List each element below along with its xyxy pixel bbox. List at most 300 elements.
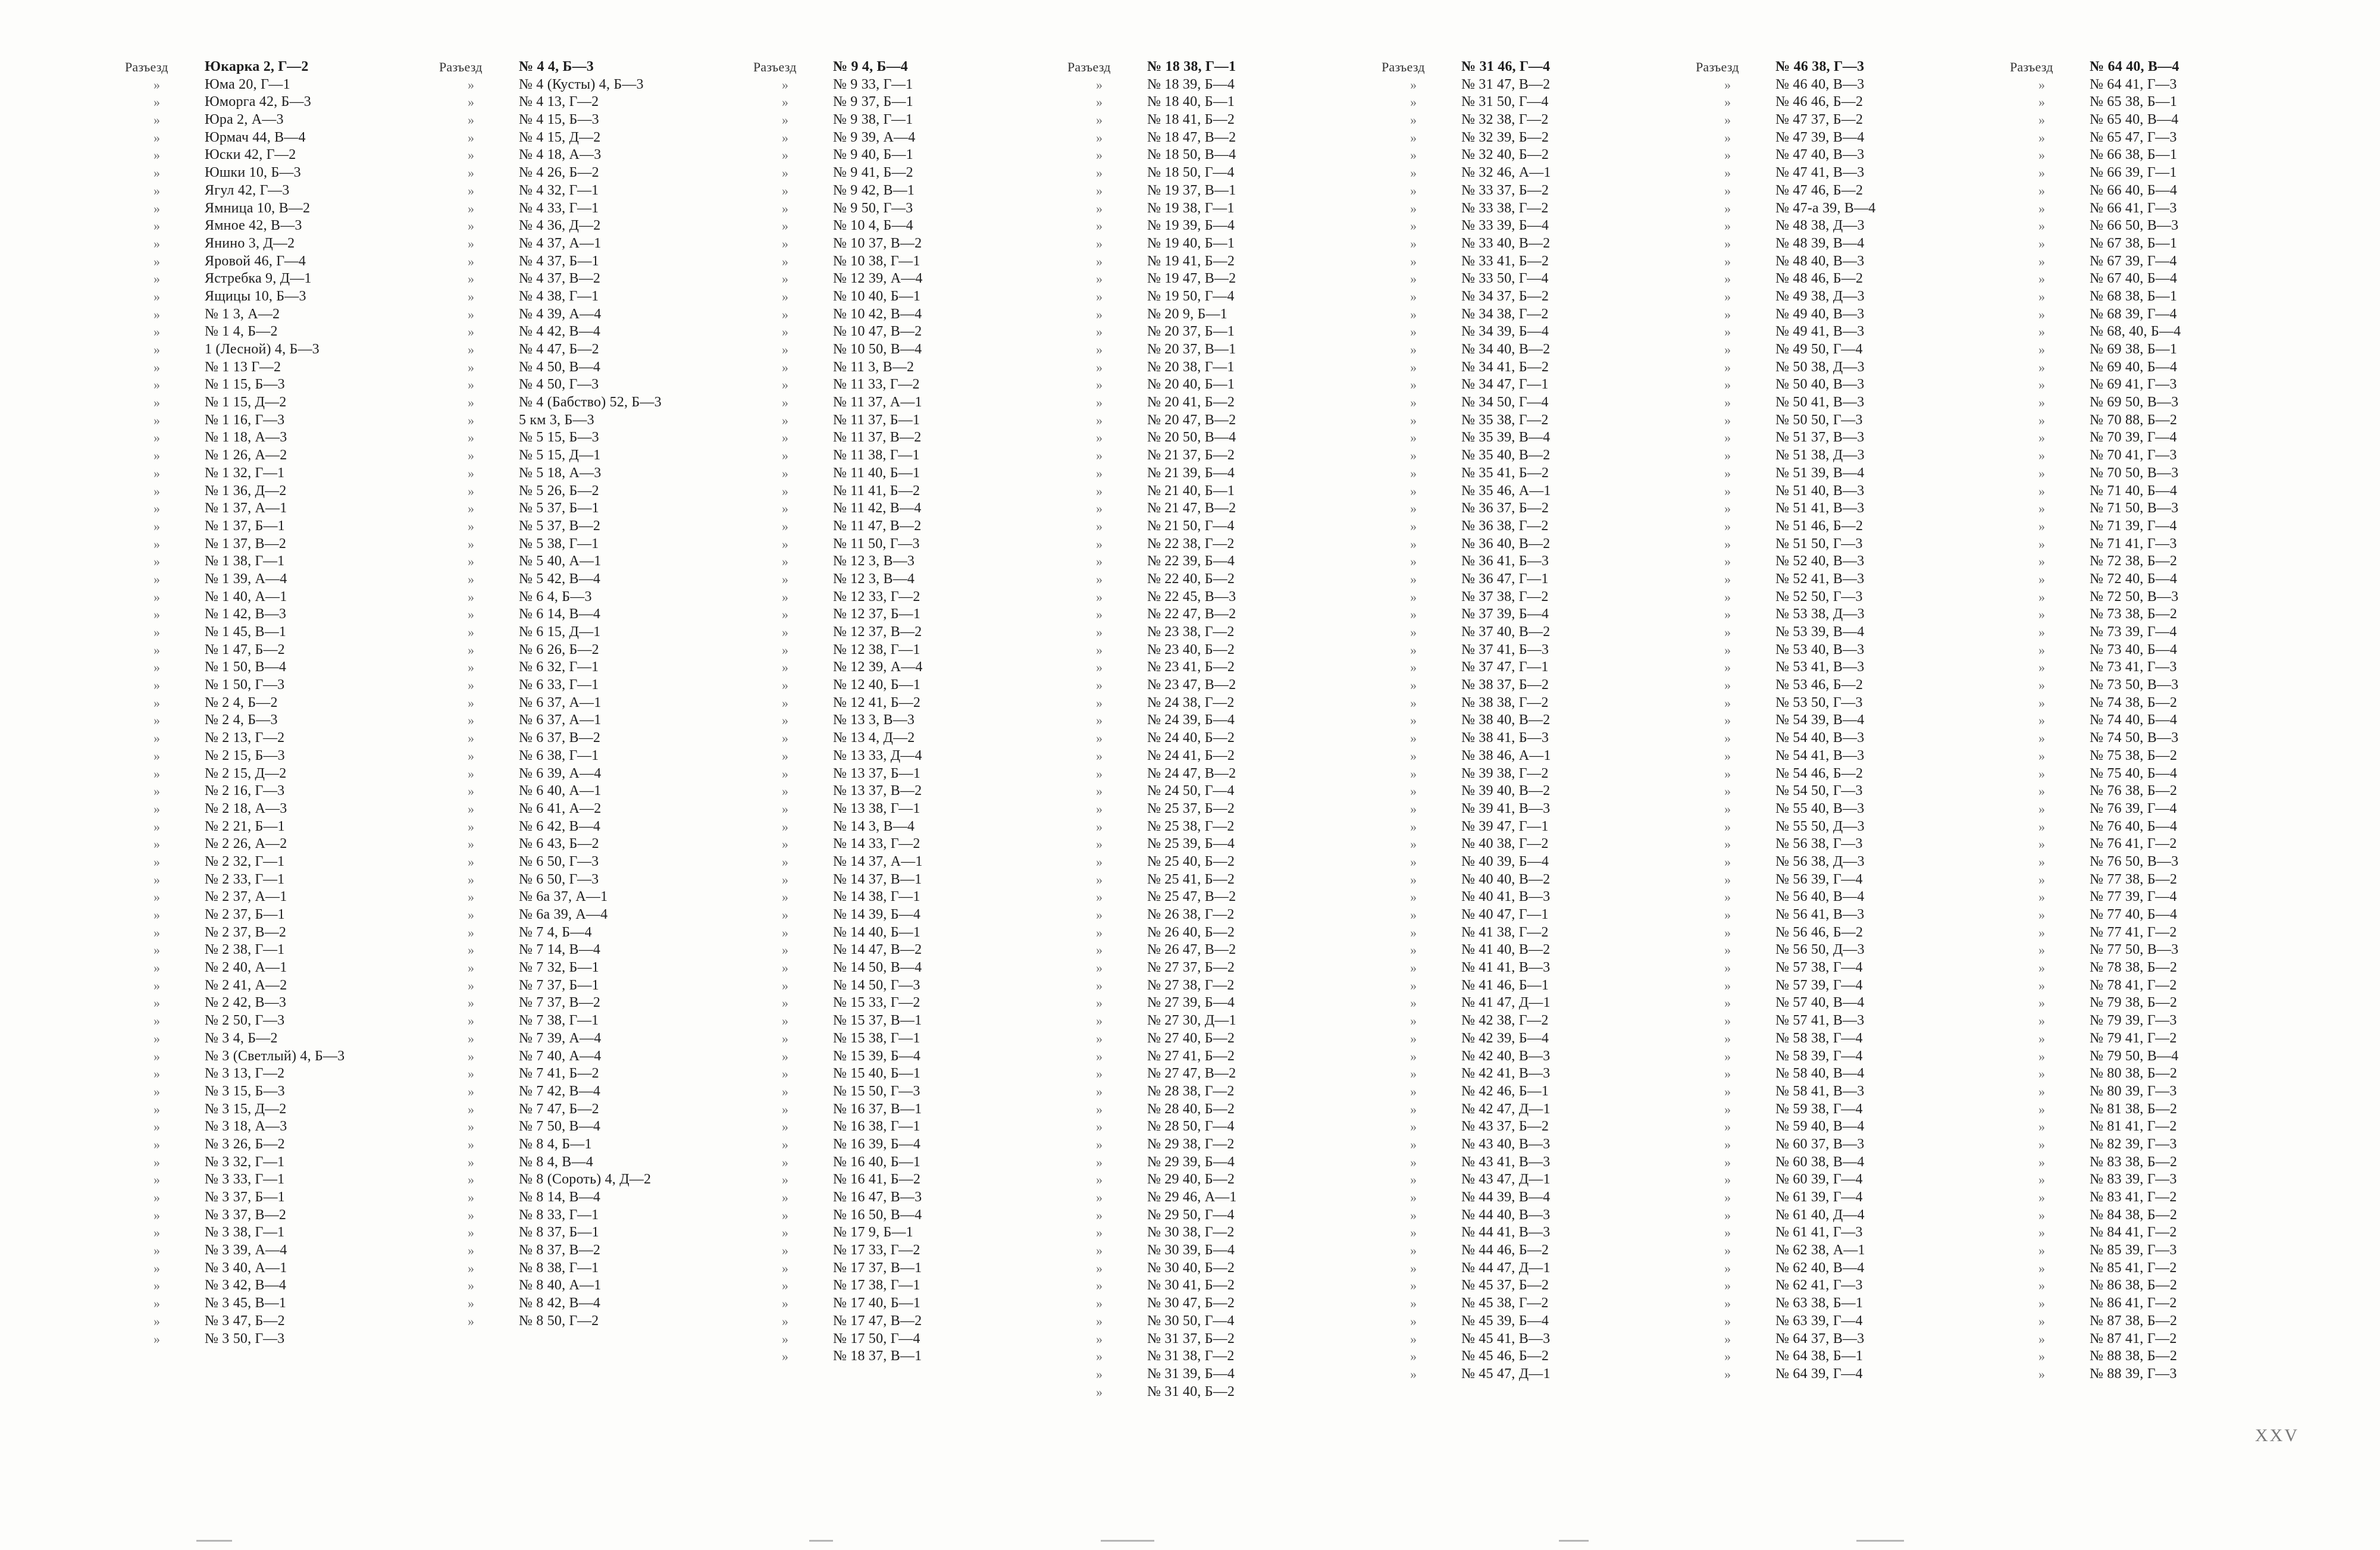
ditto-mark: »: [782, 748, 789, 763]
ditto-mark: »: [1410, 395, 1417, 411]
ditto-mark: »: [154, 1031, 161, 1046]
ditto-mark: »: [1724, 872, 1731, 887]
ditto-mark: »: [468, 1172, 475, 1188]
entry-text: № 4 37, Б—1: [519, 253, 599, 269]
index-entry: [2010, 641, 2307, 659]
heading-word: Разъезд: [125, 60, 168, 74]
index-entry: [1067, 58, 1365, 76]
ditto-mark: »: [1096, 430, 1103, 446]
index-entry: [753, 200, 1051, 218]
ditto-mark: »: [1410, 925, 1417, 940]
index-entry: [125, 606, 422, 624]
entry-text: № 33 41, Б—2: [1461, 253, 1549, 269]
entry-text: № 66 38, Б—1: [2090, 147, 2178, 163]
entry-text: № 69 40, Б—4: [2090, 359, 2178, 375]
entry-text: № 31 47, В—2: [1461, 76, 1551, 92]
entry-text: № 85 39, Г—3: [2090, 1242, 2177, 1258]
ditto-mark: »: [468, 1278, 475, 1294]
index-entry: [1382, 1118, 1679, 1136]
index-entry: [1067, 1154, 1365, 1172]
entry-text: № 14 50, В—4: [833, 960, 922, 976]
index-entry: [439, 994, 737, 1012]
ditto-mark: »: [154, 1013, 161, 1029]
index-entry: [1067, 518, 1365, 536]
index-entry: [753, 182, 1051, 200]
index-entry: [1696, 1189, 1993, 1207]
index-entry: [1696, 288, 1993, 306]
ditto-mark: »: [468, 483, 475, 499]
index-entry: [753, 394, 1051, 412]
index-entry: [753, 835, 1051, 853]
ditto-mark: »: [1410, 130, 1417, 145]
ditto-mark: »: [1096, 501, 1103, 516]
index-entry: [1067, 1101, 1365, 1119]
index-entry: [753, 376, 1051, 394]
index-entry: [2010, 765, 2307, 783]
index-entry: [753, 58, 1051, 76]
ditto-mark: »: [1410, 148, 1417, 163]
index-entry: [2010, 924, 2307, 942]
index-entry: [1696, 994, 1993, 1012]
entry-text: № 33 40, В—2: [1461, 235, 1551, 251]
index-entry: [2010, 500, 2307, 518]
ditto-mark: »: [1410, 837, 1417, 852]
index-entry: [1696, 1048, 1993, 1066]
index-entry: [125, 924, 422, 942]
entry-text: № 21 50, Г—4: [1147, 518, 1235, 534]
index-entry: [1382, 465, 1679, 483]
index-entry: [1382, 235, 1679, 253]
ditto-mark: »: [1410, 642, 1417, 657]
entry-text: № 2 40, А—1: [205, 960, 287, 976]
index-entry: [1382, 429, 1679, 447]
ditto-mark: »: [468, 95, 475, 110]
index-entry: [1696, 941, 1993, 959]
ditto-mark: »: [468, 978, 475, 993]
index-entry: [753, 818, 1051, 836]
ditto-mark: »: [1410, 1066, 1417, 1082]
ditto-mark: »: [2038, 324, 2046, 340]
entry-text: № 11 33, Г—2: [833, 377, 920, 393]
ditto-mark: »: [782, 925, 789, 940]
ditto-mark: »: [468, 359, 475, 375]
ditto-mark: »: [1410, 571, 1417, 587]
entry-text: № 8 4, Б—1: [519, 1136, 592, 1152]
index-entry: [439, 1260, 737, 1277]
entry-text: № 17 47, В—2: [833, 1313, 922, 1329]
ditto-mark: »: [2038, 784, 2046, 799]
ditto-mark: »: [1410, 430, 1417, 446]
entry-text: № 8 50, Г—2: [519, 1313, 599, 1329]
index-entry: [125, 888, 422, 906]
ditto-mark: »: [782, 1031, 789, 1046]
index-entry: [1067, 712, 1365, 729]
index-entry: [1067, 906, 1365, 924]
entry-text: № 1 42, В—3: [205, 606, 287, 622]
ditto-mark: »: [1410, 1013, 1417, 1029]
entry-text: № 21 39, Б—4: [1147, 465, 1235, 481]
heading-word: Разъезд: [1696, 60, 1739, 74]
ditto-mark: »: [1410, 607, 1417, 622]
ditto-mark: »: [468, 201, 475, 216]
ditto-mark: »: [154, 625, 161, 640]
index-entry: [2010, 1065, 2307, 1083]
entry-text: № 18 50, Г—4: [1147, 165, 1235, 181]
entry-text: № 38 38, Г—2: [1461, 694, 1549, 710]
index-entry: [125, 323, 422, 341]
ditto-mark: »: [1096, 342, 1103, 357]
ditto-mark: »: [2038, 130, 2046, 145]
index-entry: [1382, 853, 1679, 871]
index-entry: [439, 483, 737, 500]
ditto-mark: »: [782, 872, 789, 887]
index-column: [1067, 58, 1365, 1401]
index-entry: [1382, 1348, 1679, 1366]
entry-text: № 6 50, Г—3: [519, 853, 599, 869]
entry-text: № 27 41, Б—2: [1147, 1048, 1235, 1064]
ditto-mark: »: [782, 1084, 789, 1099]
index-entry: [1382, 376, 1679, 394]
ditto-mark: »: [1724, 837, 1731, 852]
index-entry: [1696, 977, 1993, 995]
ditto-mark: »: [1724, 430, 1731, 446]
index-entry: [1382, 906, 1679, 924]
ditto-mark: »: [1724, 819, 1731, 834]
entry-text: № 55 40, В—3: [1775, 800, 1865, 816]
entry-text: № 30 47, Б—2: [1147, 1295, 1235, 1311]
ditto-mark: »: [1096, 1313, 1103, 1329]
index-entry: [1067, 765, 1365, 783]
entry-text: № 22 47, В—2: [1147, 606, 1236, 622]
entry-text: № 45 37, Б—2: [1461, 1277, 1549, 1294]
ditto-mark: »: [1410, 1366, 1417, 1382]
entry-text: № 14 40, Б—1: [833, 924, 921, 940]
entry-text: № 2 41, А—2: [205, 977, 287, 993]
entry-text: № 6 32, Г—1: [519, 659, 599, 675]
ditto-mark: »: [2038, 1013, 2046, 1029]
ditto-mark: »: [1724, 342, 1731, 357]
index-entry: [1382, 747, 1679, 765]
index-entry: [1696, 765, 1993, 783]
index-entry: [753, 1012, 1051, 1030]
ditto-mark: »: [154, 1260, 161, 1276]
entry-text: № 64 39, Г—4: [1775, 1366, 1863, 1382]
index-entry: [1696, 1366, 1993, 1383]
entry-text: № 33 37, Б—2: [1461, 182, 1549, 198]
index-entry: [1067, 217, 1365, 235]
ditto-mark: »: [1724, 1172, 1731, 1188]
entry-text: № 14 38, Г—1: [833, 889, 920, 905]
ditto-mark: »: [154, 218, 161, 234]
entry-text: № 67 38, Б—1: [2090, 235, 2178, 251]
entry-text: № 34 40, В—2: [1461, 342, 1551, 357]
ditto-mark: »: [2038, 837, 2046, 852]
ditto-mark: »: [468, 253, 475, 269]
ditto-mark: »: [468, 731, 475, 746]
ditto-mark: »: [1096, 660, 1103, 675]
ditto-mark: »: [1724, 1366, 1731, 1382]
scan-noise-mark: [196, 1540, 232, 1542]
ditto-mark: »: [1410, 678, 1417, 693]
ditto-mark: »: [1096, 607, 1103, 622]
ditto-mark: »: [468, 412, 475, 428]
index-entry: [1382, 1065, 1679, 1083]
ditto-mark: »: [1410, 1331, 1417, 1347]
entry-text: № 14 33, Г—2: [833, 836, 920, 852]
ditto-mark: »: [1724, 1190, 1731, 1205]
index-entry: [1696, 694, 1993, 712]
ditto-mark: »: [782, 607, 789, 622]
entry-text: № 84 41, Г—2: [2090, 1225, 2177, 1241]
index-entry: [1696, 747, 1993, 765]
entry-text: № 1 16, Г—3: [205, 412, 285, 428]
entry-text: № 32 39, Б—2: [1461, 129, 1549, 145]
entry-text: Юма 20, Г—1: [205, 76, 290, 92]
entry-text: № 2 33, Г—1: [205, 871, 285, 887]
entry-text: № 6 15, Д—1: [519, 624, 601, 640]
ditto-mark: »: [782, 201, 789, 216]
entry-text: № 6 39, А—4: [519, 765, 602, 781]
ditto-mark: »: [2038, 536, 2046, 552]
entry-text: № 2 37, В—2: [205, 924, 287, 940]
ditto-mark: »: [1410, 1225, 1417, 1241]
ditto-mark: »: [154, 978, 161, 993]
heading-word: Разъезд: [439, 60, 483, 74]
entry-text: № 53 38, Д—3: [1775, 606, 1865, 622]
index-entry: [439, 941, 737, 959]
entry-text: № 36 47, Г—1: [1461, 571, 1549, 587]
entry-text: № 73 40, Б—4: [2090, 641, 2178, 657]
index-entry: [1067, 146, 1365, 164]
entry-text: № 9 4, Б—4: [833, 59, 908, 74]
index-entry: [753, 694, 1051, 712]
ditto-mark: »: [1096, 183, 1103, 198]
index-entry: [125, 235, 422, 253]
index-entry: [1696, 1224, 1993, 1242]
entry-text: № 4 (Бабство) 52, Б—3: [519, 394, 662, 411]
entry-text: № 12 37, В—2: [833, 624, 922, 640]
ditto-mark: »: [468, 1013, 475, 1029]
ditto-mark: »: [1724, 183, 1731, 198]
ditto-mark: »: [1410, 465, 1417, 481]
index-entry: [1067, 376, 1365, 394]
ditto-mark: »: [154, 501, 161, 516]
index-entry: [1382, 58, 1679, 76]
entry-text: № 10 4, Б—4: [833, 218, 913, 234]
ditto-mark: »: [782, 1278, 789, 1294]
ditto-mark: »: [2038, 607, 2046, 622]
index-entry: [125, 1048, 422, 1066]
ditto-mark: »: [782, 324, 789, 340]
entry-text: Ястребка 9, Д—1: [205, 271, 312, 287]
index-entry: [439, 1030, 737, 1048]
index-entry: [1696, 1118, 1993, 1136]
entry-text: № 3 18, А—3: [205, 1119, 287, 1135]
ditto-mark: »: [468, 589, 475, 605]
index-entry: [1067, 924, 1365, 942]
entry-text: № 60 38, В—4: [1775, 1154, 1865, 1170]
entry-text: № 74 50, В—3: [2090, 730, 2179, 746]
index-entry: [753, 1330, 1051, 1348]
entry-text: № 64 40, В—4: [2090, 59, 2179, 74]
ditto-mark: »: [1410, 1260, 1417, 1276]
ditto-mark: »: [154, 554, 161, 569]
index-entry: [439, 782, 737, 800]
ditto-mark: »: [1096, 571, 1103, 587]
entry-text: № 21 40, Б—1: [1147, 483, 1235, 499]
ditto-mark: »: [2038, 1084, 2046, 1099]
entry-text: № 76 41, Г—2: [2090, 836, 2177, 852]
index-entry: [439, 93, 737, 111]
entry-text: № 50 41, В—3: [1775, 394, 1865, 411]
ditto-mark: »: [1410, 183, 1417, 198]
index-entry: [125, 553, 422, 571]
index-entry: [2010, 217, 2307, 235]
ditto-mark: »: [782, 1048, 789, 1064]
ditto-mark: »: [468, 536, 475, 552]
entry-text: № 1 39, А—4: [205, 571, 287, 587]
entry-text: № 51 39, В—4: [1775, 465, 1865, 481]
entry-text: № 25 38, Г—2: [1147, 818, 1235, 834]
ditto-mark: »: [154, 165, 161, 181]
entry-text: № 6 37, А—1: [519, 694, 602, 710]
ditto-mark: »: [2038, 1031, 2046, 1046]
index-entry: [439, 447, 737, 465]
index-entry: [439, 694, 737, 712]
ditto-mark: »: [1096, 978, 1103, 993]
entry-text: № 72 40, Б—4: [2090, 571, 2178, 587]
index-entry: [753, 1083, 1051, 1101]
ditto-mark: »: [2038, 1066, 2046, 1082]
index-entry: [439, 412, 737, 430]
entry-text: № 4 37, А—1: [519, 235, 602, 251]
entry-text: № 50 40, В—3: [1775, 377, 1865, 393]
entry-text: № 69 38, Б—1: [2090, 342, 2178, 357]
entry-text: № 49 38, Д—3: [1775, 288, 1865, 304]
index-entry: [2010, 412, 2307, 430]
index-entry: [1382, 288, 1679, 306]
index-entry: [1696, 641, 1993, 659]
entry-text: № 42 39, Б—4: [1461, 1030, 1549, 1046]
index-entry: [753, 729, 1051, 747]
entry-text: № 2 4, Б—2: [205, 694, 278, 710]
index-entry: [2010, 694, 2307, 712]
ditto-mark: »: [1724, 695, 1731, 710]
ditto-mark: »: [1410, 1154, 1417, 1170]
ditto-mark: »: [1724, 1154, 1731, 1170]
entry-text: № 4 50, В—4: [519, 359, 601, 375]
ditto-mark: »: [1724, 1136, 1731, 1152]
index-entry: [1382, 447, 1679, 465]
index-entry: [1696, 1207, 1993, 1225]
entry-text: № 8 33, Г—1: [519, 1207, 599, 1223]
index-entry: [1067, 323, 1365, 341]
entry-text: № 85 41, Г—2: [2090, 1260, 2177, 1276]
index-entry: [1067, 1242, 1365, 1260]
entry-text: № 24 41, Б—2: [1147, 747, 1235, 763]
index-entry: [1067, 288, 1365, 306]
ditto-mark: »: [782, 571, 789, 587]
entry-text: № 65 38, Б—1: [2090, 94, 2178, 110]
ditto-mark: »: [154, 837, 161, 852]
entry-text: № 16 37, В—1: [833, 1101, 922, 1117]
index-entry: [753, 217, 1051, 235]
entry-text: № 3 4, Б—2: [205, 1030, 278, 1046]
entry-text: № 3 37, Б—1: [205, 1189, 285, 1205]
ditto-mark: »: [468, 1190, 475, 1205]
index-entry: [125, 465, 422, 483]
index-entry: [125, 1242, 422, 1260]
index-entry: [753, 447, 1051, 465]
entry-text: № 39 41, В—3: [1461, 800, 1551, 816]
entry-text: № 83 39, Г—3: [2090, 1172, 2177, 1188]
entry-text: № 56 39, Г—4: [1775, 871, 1863, 887]
ditto-mark: »: [2038, 236, 2046, 251]
index-column: [1696, 58, 1993, 1383]
entry-text: № 66 41, Г—3: [2090, 200, 2177, 216]
entry-text: № 39 38, Г—2: [1461, 765, 1549, 781]
ditto-mark: »: [1724, 784, 1731, 799]
index-entry: [125, 782, 422, 800]
ditto-mark: »: [782, 518, 789, 534]
index-entry: [2010, 447, 2307, 465]
ditto-mark: »: [1096, 218, 1103, 234]
entry-text: № 17 9, Б—1: [833, 1225, 913, 1241]
index-entry: [753, 235, 1051, 253]
entry-text: № 41 40, В—2: [1461, 942, 1551, 958]
ditto-mark: »: [1410, 589, 1417, 605]
entry-text: № 46 40, В—3: [1775, 76, 1865, 92]
entry-text: № 20 9, Б—1: [1147, 306, 1227, 322]
index-entry: [1067, 729, 1365, 747]
entry-text: № 76 39, Г—4: [2090, 800, 2177, 816]
ditto-mark: »: [2038, 1154, 2046, 1170]
ditto-mark: »: [782, 218, 789, 234]
ditto-mark: »: [1724, 377, 1731, 393]
entry-text: № 45 47, Д—1: [1461, 1366, 1551, 1382]
entry-text: № 57 40, В—4: [1775, 995, 1865, 1011]
entry-text: 1 (Лесной) 4, Б—3: [205, 342, 320, 357]
ditto-mark: »: [154, 1331, 161, 1347]
entry-text: № 13 3, В—3: [833, 712, 915, 728]
index-entry: [439, 835, 737, 853]
entry-text: № 24 38, Г—2: [1147, 694, 1235, 710]
entry-text: № 43 40, В—3: [1461, 1136, 1551, 1152]
index-entry: [439, 323, 737, 341]
index-entry: [1067, 412, 1365, 430]
ditto-mark: »: [2038, 713, 2046, 728]
index-entry: [125, 853, 422, 871]
ditto-mark: »: [154, 1172, 161, 1188]
entry-text: № 66 40, Б—4: [2090, 182, 2178, 198]
index-entry: [439, 500, 737, 518]
ditto-mark: »: [1096, 1066, 1103, 1082]
index-entry: [2010, 1242, 2307, 1260]
ditto-mark: »: [1724, 501, 1731, 516]
entry-text: № 2 15, Б—3: [205, 747, 285, 763]
index-entry: [125, 217, 422, 235]
index-entry: [125, 677, 422, 694]
index-entry: [2010, 76, 2307, 94]
index-entry: [1696, 888, 1993, 906]
index-entry: [125, 270, 422, 288]
entry-text: № 15 39, Б—4: [833, 1048, 921, 1064]
entry-text: № 25 37, Б—2: [1147, 800, 1235, 816]
entry-text: № 58 39, Г—4: [1775, 1048, 1863, 1064]
ditto-mark: »: [1096, 589, 1103, 605]
ditto-mark: »: [2038, 1207, 2046, 1223]
entry-text: № 5 18, А—3: [519, 465, 602, 481]
